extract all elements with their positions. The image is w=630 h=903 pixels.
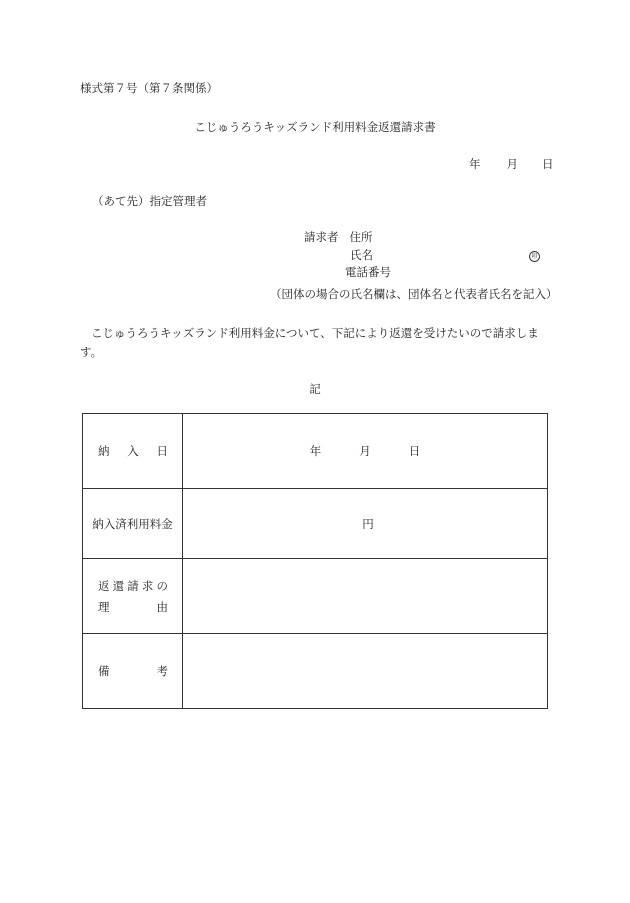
- row-reason: [83, 559, 548, 634]
- label-char: の: [156, 578, 168, 593]
- reason-value[interactable]: [183, 559, 548, 634]
- date-year: 年: [469, 157, 481, 171]
- address-label: 住所: [349, 230, 373, 244]
- payment-date-label: [83, 414, 183, 489]
- label-char: 返: [98, 578, 110, 593]
- label-char: 求: [141, 578, 154, 593]
- body-text: こじゅうろうキッズランド利用料金について、下記により返還を受けたいので請求します。: [80, 326, 539, 359]
- label-char: 備: [98, 664, 110, 678]
- label-char: 入: [127, 444, 139, 458]
- ki-heading: 記: [309, 382, 321, 396]
- name-label: 氏名: [350, 247, 373, 262]
- row-paid-fee: [83, 489, 548, 559]
- seal-mark: 印: [529, 251, 540, 262]
- payment-month: 月: [359, 444, 371, 458]
- yen-unit: 円: [362, 516, 374, 531]
- label-char: 請: [127, 578, 139, 593]
- paid-fee-value[interactable]: [183, 489, 548, 559]
- claimant-block: [304, 230, 391, 283]
- payment-date-value[interactable]: [183, 414, 548, 489]
- label-char: 還: [112, 578, 125, 593]
- group-note: （団体の場合の氏名欄は、団体名と代表者氏名を記入）: [270, 287, 558, 301]
- paid-fee-label: [83, 489, 183, 559]
- refund-table: [82, 413, 548, 709]
- row-remarks: [83, 634, 548, 709]
- addressee: （あて先）指定管理者: [92, 194, 207, 208]
- label-char: 納: [98, 444, 110, 458]
- date-line: [469, 157, 554, 171]
- claimant-label: 請求者: [304, 230, 339, 244]
- label-char: 由: [156, 599, 168, 614]
- row-payment-date: [83, 414, 548, 489]
- reason-label: [83, 559, 183, 634]
- date-day: 日: [542, 157, 554, 171]
- form-number: 様式第７号（第７条関係）: [80, 81, 218, 95]
- remarks-label: [83, 634, 183, 709]
- phone-label: 電話番号: [345, 265, 391, 279]
- document-title: こじゅうろうキッズランド利用料金返還請求書: [194, 120, 436, 134]
- payment-year: 年: [309, 444, 322, 458]
- label-char: 考: [156, 664, 168, 678]
- payment-day: 日: [408, 444, 421, 458]
- remarks-value[interactable]: [183, 634, 548, 709]
- date-month: 月: [506, 157, 518, 171]
- paid-fee-label-text: 納入済利用料金: [92, 516, 173, 531]
- label-char: 理: [98, 599, 110, 614]
- label-char: 日: [156, 444, 168, 458]
